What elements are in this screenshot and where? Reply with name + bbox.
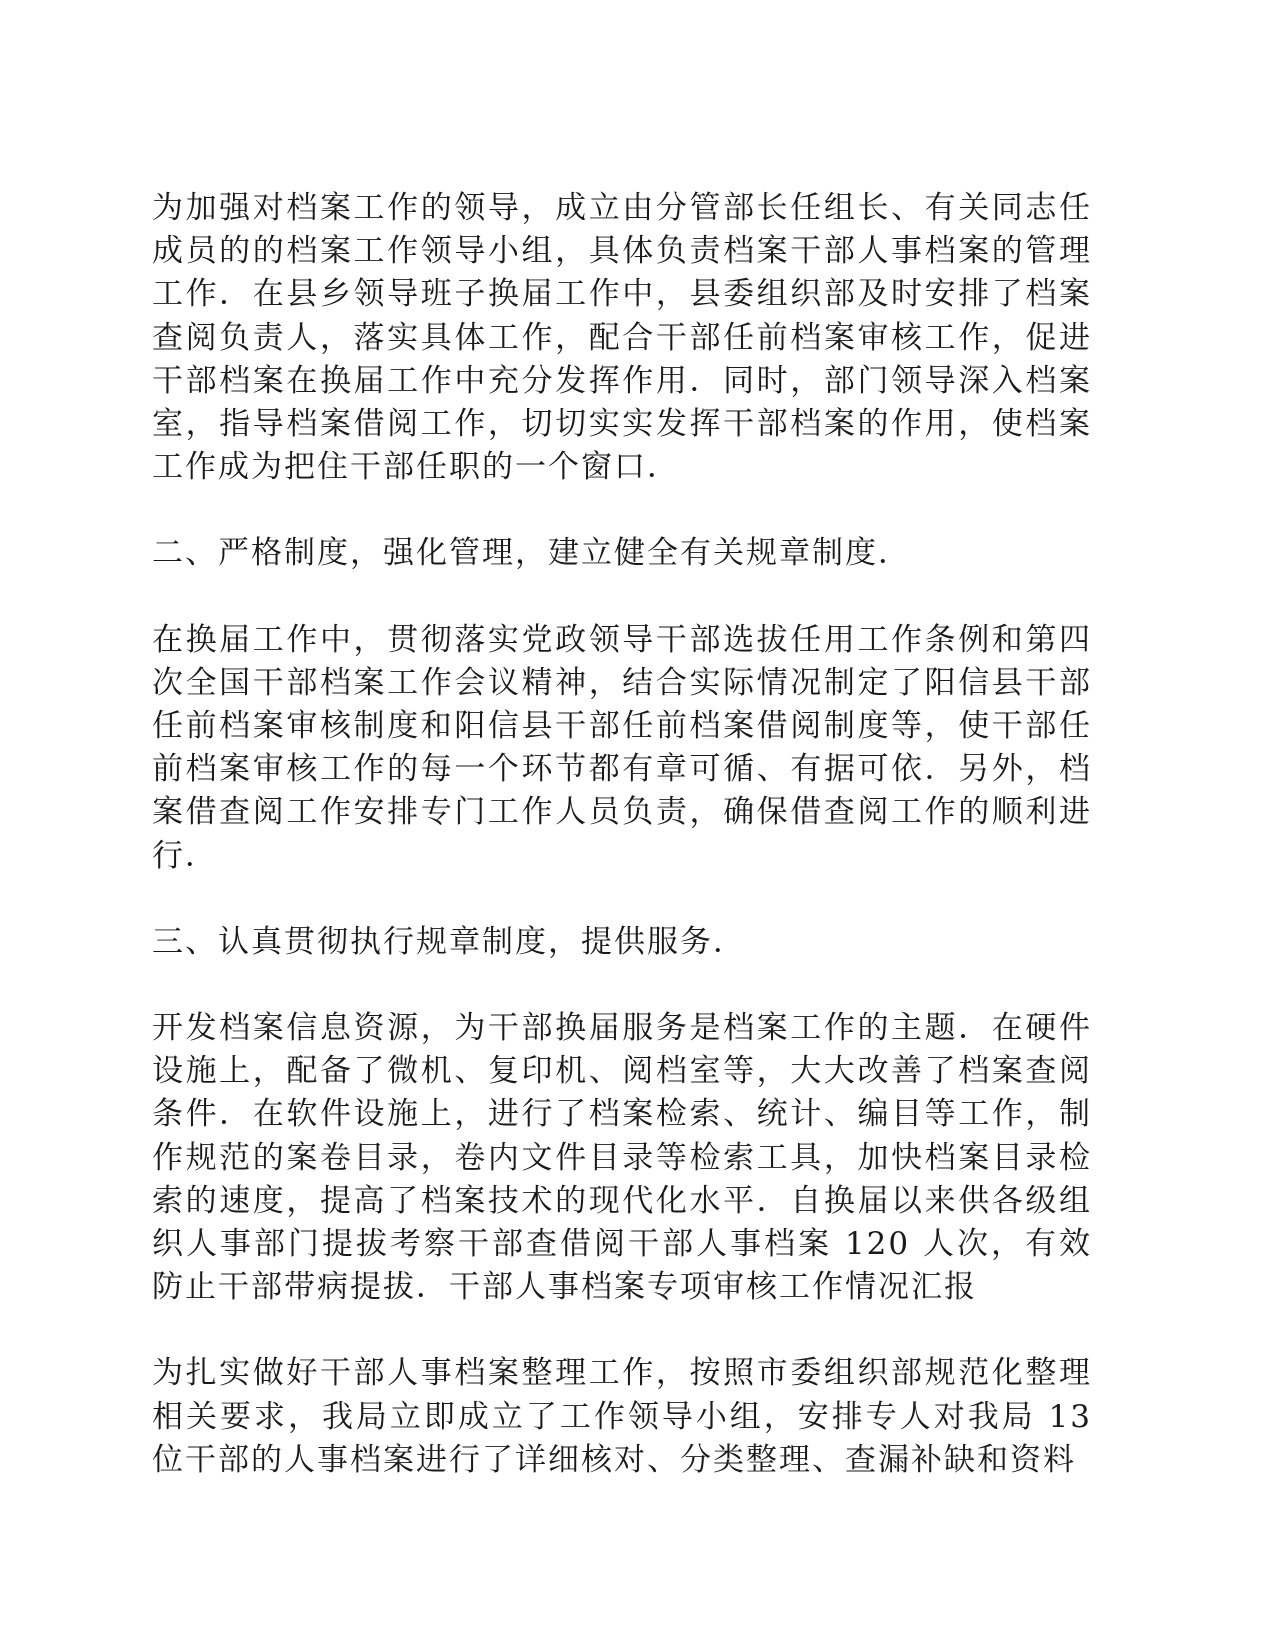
document-body [152, 187, 1092, 1482]
paragraph-leadership: 为加强对档案工作的领导，成立由分管部长任组长、有关同志任成员的的档案工作领导小组，具体负责档案干部人事档案的管理工作．在县乡领导班子换届工作中，县委组织部及时安排了档案查阅负责人，落实具体工作，配合干部任前档案审核工作，促进干部档案在换届工作中充分发挥作用．同时，部门领导深入档案室，指导档案借阅工作，切切实实发挥干部档案的作用，使档案工作成为把住干部任职的一个窗口． [152, 190, 1092, 486]
paragraph-gap [152, 576, 1092, 619]
paragraph-regulations: 在换届工作中，贯彻落实党政领导干部选拔任用工作条例和第四次全国干部档案工作会议精神，结合实际情况制定了阳信县干部任前档案审核制度和阳信县干部任前档案借阅制度等，使干部任前档案审核工作的每一个环节都有章可循、有据可依．另外，档案借查阅工作安排专门工作人员负责，确保借查阅工作的顺利进行． [152, 621, 1092, 874]
paragraph-gap [152, 489, 1092, 532]
paragraph-gap [152, 878, 1092, 921]
paragraph-services: 开发档案信息资源，为干部换届服务是档案工作的主题．在硬件设施上，配备了微机、复印机、阅档室等，大大改善了档案查阅条件．在软件设施上，进行了档案检索、统计、编目等工作，制作规范的案卷目录，卷内文件目录等检索工具，加快档案目录检索的速度，提高了档案技术的现代化水平．自换届以来供各级组织人事部门提拔考察干部查借阅干部人事档案 120 人次，有效防止干部带病提拔．干部人事档案专项审核工作情况汇报 [152, 1010, 1092, 1306]
paragraph-gap [152, 1309, 1092, 1352]
heading-section-3: 三、认真贯彻执行规章制度，提供服务． [152, 923, 746, 960]
paragraph-gap [152, 964, 1092, 1007]
heading-section-2: 二、严格制度，强化管理，建立健全有关规章制度． [152, 535, 911, 572]
paragraph-archive-organizing: 为扎实做好干部人事档案整理工作，按照市委组织部规范化整理相关要求，我局立即成立了工作领导小组，安排专人对我局 13 位干部的人事档案进行了详细核对、分类整理、查漏补缺和资料 [152, 1355, 1092, 1478]
